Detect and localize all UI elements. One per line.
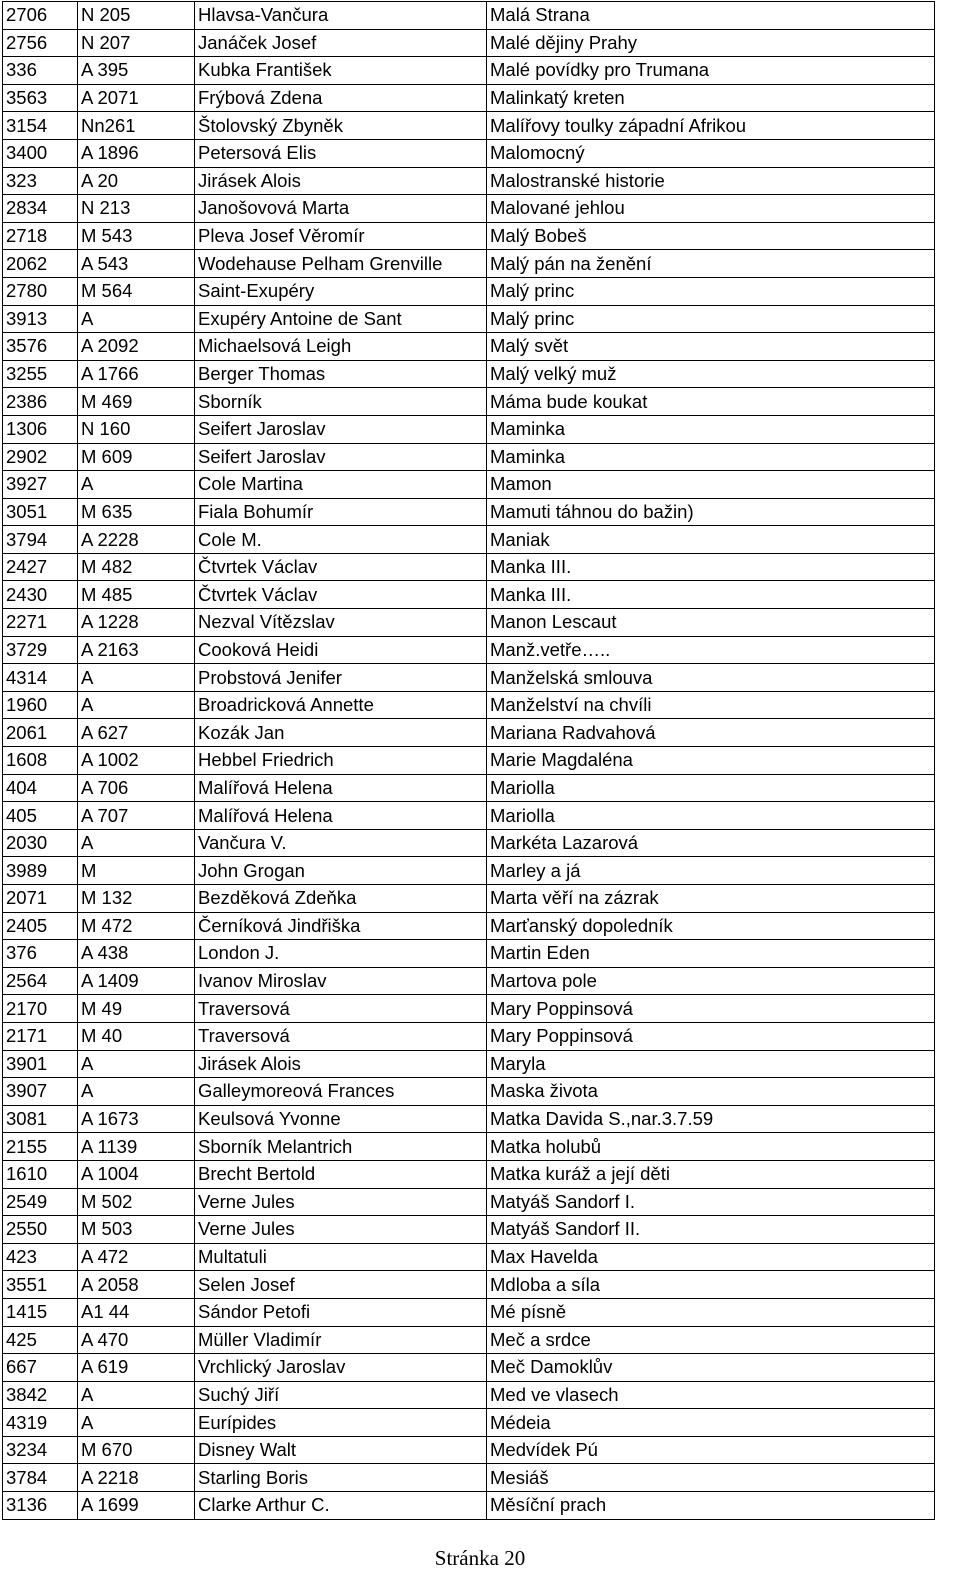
- title-cell: Malý pán na ženění: [487, 250, 935, 278]
- author-cell: Pleva Josef Věromír: [195, 222, 487, 250]
- author-cell: Kozák Jan: [195, 719, 487, 747]
- title-cell: Matka kuráž a její děti: [487, 1160, 935, 1188]
- signature-cell: M 543: [78, 222, 195, 250]
- table-row: [3, 802, 935, 830]
- title-cell: Manka III.: [487, 581, 935, 609]
- table-row: [3, 222, 935, 250]
- table-row: [3, 995, 935, 1023]
- author-cell: Frýbová Zdena: [195, 84, 487, 112]
- signature-cell: A 2071: [78, 84, 195, 112]
- table-row: [3, 443, 935, 471]
- inventory-number-cell: 2430: [3, 581, 78, 609]
- inventory-number-cell: 3234: [3, 1436, 78, 1464]
- inventory-number-cell: 2062: [3, 250, 78, 278]
- author-cell: John Grogan: [195, 857, 487, 885]
- signature-cell: M: [78, 857, 195, 885]
- title-cell: Malomocný: [487, 139, 935, 167]
- title-cell: Marťanský dopoledník: [487, 912, 935, 940]
- author-cell: Vrchlický Jaroslav: [195, 1354, 487, 1382]
- title-cell: Medvídek Pú: [487, 1436, 935, 1464]
- title-cell: Maniak: [487, 526, 935, 554]
- title-cell: Malé dějiny Prahy: [487, 29, 935, 57]
- signature-cell: A 1896: [78, 139, 195, 167]
- inventory-number-cell: 4314: [3, 664, 78, 692]
- signature-cell: Nn261: [78, 112, 195, 140]
- table-row: [3, 719, 935, 747]
- title-cell: Malý velký muž: [487, 360, 935, 388]
- signature-cell: A 1673: [78, 1105, 195, 1133]
- table-row: [3, 967, 935, 995]
- title-cell: Meč Damoklův: [487, 1354, 935, 1382]
- title-cell: Manželská smlouva: [487, 664, 935, 692]
- signature-cell: M 472: [78, 912, 195, 940]
- inventory-number-cell: 3794: [3, 526, 78, 554]
- signature-cell: A: [78, 691, 195, 719]
- inventory-number-cell: 2718: [3, 222, 78, 250]
- signature-cell: M 609: [78, 443, 195, 471]
- author-cell: Eurípides: [195, 1409, 487, 1437]
- inventory-number-cell: 376: [3, 940, 78, 968]
- inventory-number-cell: 2155: [3, 1133, 78, 1161]
- inventory-number-cell: 2271: [3, 609, 78, 637]
- author-cell: Cole M.: [195, 526, 487, 554]
- inventory-number-cell: 2706: [3, 2, 78, 30]
- signature-cell: A 2163: [78, 636, 195, 664]
- table-row: [3, 277, 935, 305]
- inventory-number-cell: 3989: [3, 857, 78, 885]
- table-row: [3, 885, 935, 913]
- table-row: [3, 774, 935, 802]
- signature-cell: A: [78, 1381, 195, 1409]
- signature-cell: M 503: [78, 1216, 195, 1244]
- signature-cell: M 670: [78, 1436, 195, 1464]
- signature-cell: A 706: [78, 774, 195, 802]
- signature-cell: A 470: [78, 1326, 195, 1354]
- author-cell: Wodehause Pelham Grenville: [195, 250, 487, 278]
- inventory-number-cell: 3901: [3, 1050, 78, 1078]
- inventory-number-cell: 2171: [3, 1022, 78, 1050]
- title-cell: Marley a já: [487, 857, 935, 885]
- author-cell: Suchý Jiří: [195, 1381, 487, 1409]
- inventory-number-cell: 423: [3, 1243, 78, 1271]
- signature-cell: A 1002: [78, 747, 195, 775]
- title-cell: Malý svět: [487, 333, 935, 361]
- signature-cell: A: [78, 1409, 195, 1437]
- author-cell: Jirásek Alois: [195, 167, 487, 195]
- title-cell: Martin Eden: [487, 940, 935, 968]
- table-row: [3, 1326, 935, 1354]
- signature-cell: M 132: [78, 885, 195, 913]
- table-row: [3, 2, 935, 30]
- author-cell: Broadricková Annette: [195, 691, 487, 719]
- author-cell: Keulsová Yvonne: [195, 1105, 487, 1133]
- title-cell: Maminka: [487, 443, 935, 471]
- inventory-number-cell: 2170: [3, 995, 78, 1023]
- table-row: [3, 912, 935, 940]
- table-row: [3, 553, 935, 581]
- author-cell: Sborník Melantrich: [195, 1133, 487, 1161]
- signature-cell: M 564: [78, 277, 195, 305]
- author-cell: Selen Josef: [195, 1271, 487, 1299]
- signature-cell: N 160: [78, 415, 195, 443]
- inventory-number-cell: 2550: [3, 1216, 78, 1244]
- table-row: [3, 84, 935, 112]
- signature-cell: M 469: [78, 388, 195, 416]
- table-row: [3, 167, 935, 195]
- author-cell: Ivanov Miroslav: [195, 967, 487, 995]
- signature-cell: A 395: [78, 57, 195, 85]
- table-row: [3, 388, 935, 416]
- author-cell: Traversová: [195, 995, 487, 1023]
- signature-cell: A 627: [78, 719, 195, 747]
- inventory-number-cell: 425: [3, 1326, 78, 1354]
- inventory-number-cell: 4319: [3, 1409, 78, 1437]
- title-cell: Manželství na chvíli: [487, 691, 935, 719]
- table-row: [3, 691, 935, 719]
- table-row: [3, 360, 935, 388]
- signature-cell: A 1228: [78, 609, 195, 637]
- signature-cell: N 207: [78, 29, 195, 57]
- title-cell: Martova pole: [487, 967, 935, 995]
- inventory-number-cell: 2071: [3, 885, 78, 913]
- inventory-number-cell: 3551: [3, 1271, 78, 1299]
- inventory-number-cell: 2405: [3, 912, 78, 940]
- inventory-number-cell: 3136: [3, 1492, 78, 1520]
- table-row: [3, 940, 935, 968]
- title-cell: Mesiáš: [487, 1464, 935, 1492]
- table-row: [3, 747, 935, 775]
- title-cell: Médeia: [487, 1409, 935, 1437]
- table-row: [3, 415, 935, 443]
- title-cell: Malé povídky pro Trumana: [487, 57, 935, 85]
- title-cell: Mariolla: [487, 802, 935, 830]
- author-cell: Janáček Josef: [195, 29, 487, 57]
- inventory-number-cell: 3927: [3, 471, 78, 499]
- inventory-number-cell: 2549: [3, 1188, 78, 1216]
- author-cell: Čtvrtek Václav: [195, 553, 487, 581]
- inventory-number-cell: 2780: [3, 277, 78, 305]
- inventory-number-cell: 2902: [3, 443, 78, 471]
- author-cell: Kubka František: [195, 57, 487, 85]
- title-cell: Mdloba a síla: [487, 1271, 935, 1299]
- inventory-number-cell: 1415: [3, 1298, 78, 1326]
- author-cell: Černíková Jindřiška: [195, 912, 487, 940]
- title-cell: Maminka: [487, 415, 935, 443]
- table-row: [3, 498, 935, 526]
- signature-cell: A 2228: [78, 526, 195, 554]
- title-cell: Máma bude koukat: [487, 388, 935, 416]
- author-cell: Nezval Vítězslav: [195, 609, 487, 637]
- inventory-number-cell: 323: [3, 167, 78, 195]
- inventory-number-cell: 2386: [3, 388, 78, 416]
- table-row: [3, 250, 935, 278]
- table-row: [3, 1298, 935, 1326]
- author-cell: Disney Walt: [195, 1436, 487, 1464]
- catalog-rows: [3, 2, 935, 1520]
- inventory-number-cell: 3154: [3, 112, 78, 140]
- table-row: [3, 581, 935, 609]
- title-cell: Matyáš Sandorf I.: [487, 1188, 935, 1216]
- inventory-number-cell: 3913: [3, 305, 78, 333]
- author-cell: Malířová Helena: [195, 802, 487, 830]
- table-row: [3, 305, 935, 333]
- inventory-number-cell: 2427: [3, 553, 78, 581]
- title-cell: Maska života: [487, 1078, 935, 1106]
- title-cell: Mariana Radvahová: [487, 719, 935, 747]
- inventory-number-cell: 667: [3, 1354, 78, 1382]
- inventory-number-cell: 3255: [3, 360, 78, 388]
- signature-cell: A 543: [78, 250, 195, 278]
- signature-cell: M 40: [78, 1022, 195, 1050]
- inventory-number-cell: 404: [3, 774, 78, 802]
- signature-cell: A 2092: [78, 333, 195, 361]
- title-cell: Malinkatý kreten: [487, 84, 935, 112]
- table-row: [3, 636, 935, 664]
- table-row: [3, 1271, 935, 1299]
- inventory-number-cell: 1608: [3, 747, 78, 775]
- page-footer: Stránka 20: [434, 1546, 526, 1570]
- author-cell: Müller Vladimír: [195, 1326, 487, 1354]
- table-row: [3, 1022, 935, 1050]
- signature-cell: A 20: [78, 167, 195, 195]
- table-row: [3, 29, 935, 57]
- signature-cell: A 472: [78, 1243, 195, 1271]
- signature-cell: A 619: [78, 1354, 195, 1382]
- title-cell: Manka III.: [487, 553, 935, 581]
- title-cell: Mary Poppinsová: [487, 1022, 935, 1050]
- title-cell: Manon Lescaut: [487, 609, 935, 637]
- signature-cell: A 1139: [78, 1133, 195, 1161]
- title-cell: Marie Magdaléna: [487, 747, 935, 775]
- inventory-number-cell: 3784: [3, 1464, 78, 1492]
- title-cell: Malostranské historie: [487, 167, 935, 195]
- title-cell: Meč a srdce: [487, 1326, 935, 1354]
- signature-cell: N 205: [78, 2, 195, 30]
- title-cell: Mé písně: [487, 1298, 935, 1326]
- author-cell: Probstová Jenifer: [195, 664, 487, 692]
- signature-cell: A 1004: [78, 1160, 195, 1188]
- table-row: [3, 1050, 935, 1078]
- title-cell: Markéta Lazarová: [487, 829, 935, 857]
- title-cell: Matyáš Sandorf II.: [487, 1216, 935, 1244]
- table-row: [3, 1464, 935, 1492]
- table-row: [3, 1354, 935, 1382]
- inventory-number-cell: 3051: [3, 498, 78, 526]
- author-cell: Cole Martina: [195, 471, 487, 499]
- inventory-number-cell: 2061: [3, 719, 78, 747]
- signature-cell: M 635: [78, 498, 195, 526]
- signature-cell: A 438: [78, 940, 195, 968]
- title-cell: Mariolla: [487, 774, 935, 802]
- signature-cell: A: [78, 664, 195, 692]
- author-cell: London J.: [195, 940, 487, 968]
- inventory-number-cell: 3563: [3, 84, 78, 112]
- title-cell: Mamon: [487, 471, 935, 499]
- author-cell: Bezděková Zdeňka: [195, 885, 487, 913]
- table-row: [3, 1188, 935, 1216]
- table-row: [3, 1105, 935, 1133]
- title-cell: Malý princ: [487, 277, 935, 305]
- author-cell: Štolovský Zbyněk: [195, 112, 487, 140]
- author-cell: Seifert Jaroslav: [195, 415, 487, 443]
- signature-cell: A: [78, 1078, 195, 1106]
- table-row: [3, 526, 935, 554]
- signature-cell: A 2058: [78, 1271, 195, 1299]
- table-row: [3, 1436, 935, 1464]
- author-cell: Verne Jules: [195, 1216, 487, 1244]
- table-row: [3, 195, 935, 223]
- table-row: [3, 471, 935, 499]
- table-row: [3, 139, 935, 167]
- inventory-number-cell: 3400: [3, 139, 78, 167]
- inventory-number-cell: 3842: [3, 1381, 78, 1409]
- table-row: [3, 1133, 935, 1161]
- signature-cell: A: [78, 471, 195, 499]
- inventory-number-cell: 2564: [3, 967, 78, 995]
- author-cell: Exupéry Antoine de Sant: [195, 305, 487, 333]
- table-row: [3, 1078, 935, 1106]
- table-row: [3, 609, 935, 637]
- author-cell: Verne Jules: [195, 1188, 487, 1216]
- author-cell: Vančura V.: [195, 829, 487, 857]
- title-cell: Med ve vlasech: [487, 1381, 935, 1409]
- author-cell: Sándor Petofi: [195, 1298, 487, 1326]
- author-cell: Galleymoreová Frances: [195, 1078, 487, 1106]
- author-cell: Jirásek Alois: [195, 1050, 487, 1078]
- signature-cell: N 213: [78, 195, 195, 223]
- title-cell: Manž.vetře…..: [487, 636, 935, 664]
- signature-cell: A1 44: [78, 1298, 195, 1326]
- title-cell: Matka Davida S.,nar.3.7.59: [487, 1105, 935, 1133]
- author-cell: Starling Boris: [195, 1464, 487, 1492]
- title-cell: Malý Bobeš: [487, 222, 935, 250]
- table-row: [3, 112, 935, 140]
- signature-cell: A 1409: [78, 967, 195, 995]
- inventory-number-cell: 3729: [3, 636, 78, 664]
- author-cell: Petersová Elis: [195, 139, 487, 167]
- inventory-number-cell: 1610: [3, 1160, 78, 1188]
- table-row: [3, 1243, 935, 1271]
- table-row: [3, 57, 935, 85]
- title-cell: Malý princ: [487, 305, 935, 333]
- table-row: [3, 829, 935, 857]
- title-cell: Max Havelda: [487, 1243, 935, 1271]
- signature-cell: M 502: [78, 1188, 195, 1216]
- title-cell: Měsíční prach: [487, 1492, 935, 1520]
- signature-cell: M 49: [78, 995, 195, 1023]
- author-cell: Seifert Jaroslav: [195, 443, 487, 471]
- table-row: [3, 333, 935, 361]
- inventory-number-cell: 336: [3, 57, 78, 85]
- signature-cell: M 482: [78, 553, 195, 581]
- inventory-number-cell: 3081: [3, 1105, 78, 1133]
- author-cell: Janošovová Marta: [195, 195, 487, 223]
- table-row: [3, 1409, 935, 1437]
- title-cell: Mary Poppinsová: [487, 995, 935, 1023]
- title-cell: Mamuti táhnou do bažin): [487, 498, 935, 526]
- title-cell: Malá Strana: [487, 2, 935, 30]
- title-cell: Malířovy toulky západní Afrikou: [487, 112, 935, 140]
- title-cell: Matka holubů: [487, 1133, 935, 1161]
- inventory-number-cell: 1960: [3, 691, 78, 719]
- inventory-number-cell: 2756: [3, 29, 78, 57]
- author-cell: Michaelsová Leigh: [195, 333, 487, 361]
- author-cell: Saint-Exupéry: [195, 277, 487, 305]
- signature-cell: A 707: [78, 802, 195, 830]
- inventory-number-cell: 3907: [3, 1078, 78, 1106]
- inventory-number-cell: 2030: [3, 829, 78, 857]
- author-cell: Multatuli: [195, 1243, 487, 1271]
- signature-cell: A: [78, 305, 195, 333]
- signature-cell: A 1766: [78, 360, 195, 388]
- author-cell: Sborník: [195, 388, 487, 416]
- title-cell: Marta věří na zázrak: [487, 885, 935, 913]
- author-cell: Fiala Bohumír: [195, 498, 487, 526]
- author-cell: Hlavsa-Vančura: [195, 2, 487, 30]
- inventory-number-cell: 405: [3, 802, 78, 830]
- table-row: [3, 1381, 935, 1409]
- table-row: [3, 1492, 935, 1520]
- author-cell: Malířová Helena: [195, 774, 487, 802]
- author-cell: Hebbel Friedrich: [195, 747, 487, 775]
- author-cell: Traversová: [195, 1022, 487, 1050]
- table-row: [3, 1160, 935, 1188]
- table-row: [3, 857, 935, 885]
- signature-cell: A: [78, 829, 195, 857]
- author-cell: Berger Thomas: [195, 360, 487, 388]
- title-cell: Malované jehlou: [487, 195, 935, 223]
- table-row: [3, 1216, 935, 1244]
- author-cell: Cooková Heidi: [195, 636, 487, 664]
- catalog-table: [2, 1, 935, 1520]
- inventory-number-cell: 2834: [3, 195, 78, 223]
- table-row: [3, 664, 935, 692]
- title-cell: Maryla: [487, 1050, 935, 1078]
- inventory-number-cell: 1306: [3, 415, 78, 443]
- signature-cell: A 2218: [78, 1464, 195, 1492]
- author-cell: Clarke Arthur C.: [195, 1492, 487, 1520]
- signature-cell: A: [78, 1050, 195, 1078]
- signature-cell: M 485: [78, 581, 195, 609]
- signature-cell: A 1699: [78, 1492, 195, 1520]
- author-cell: Brecht Bertold: [195, 1160, 487, 1188]
- author-cell: Čtvrtek Václav: [195, 581, 487, 609]
- inventory-number-cell: 3576: [3, 333, 78, 361]
